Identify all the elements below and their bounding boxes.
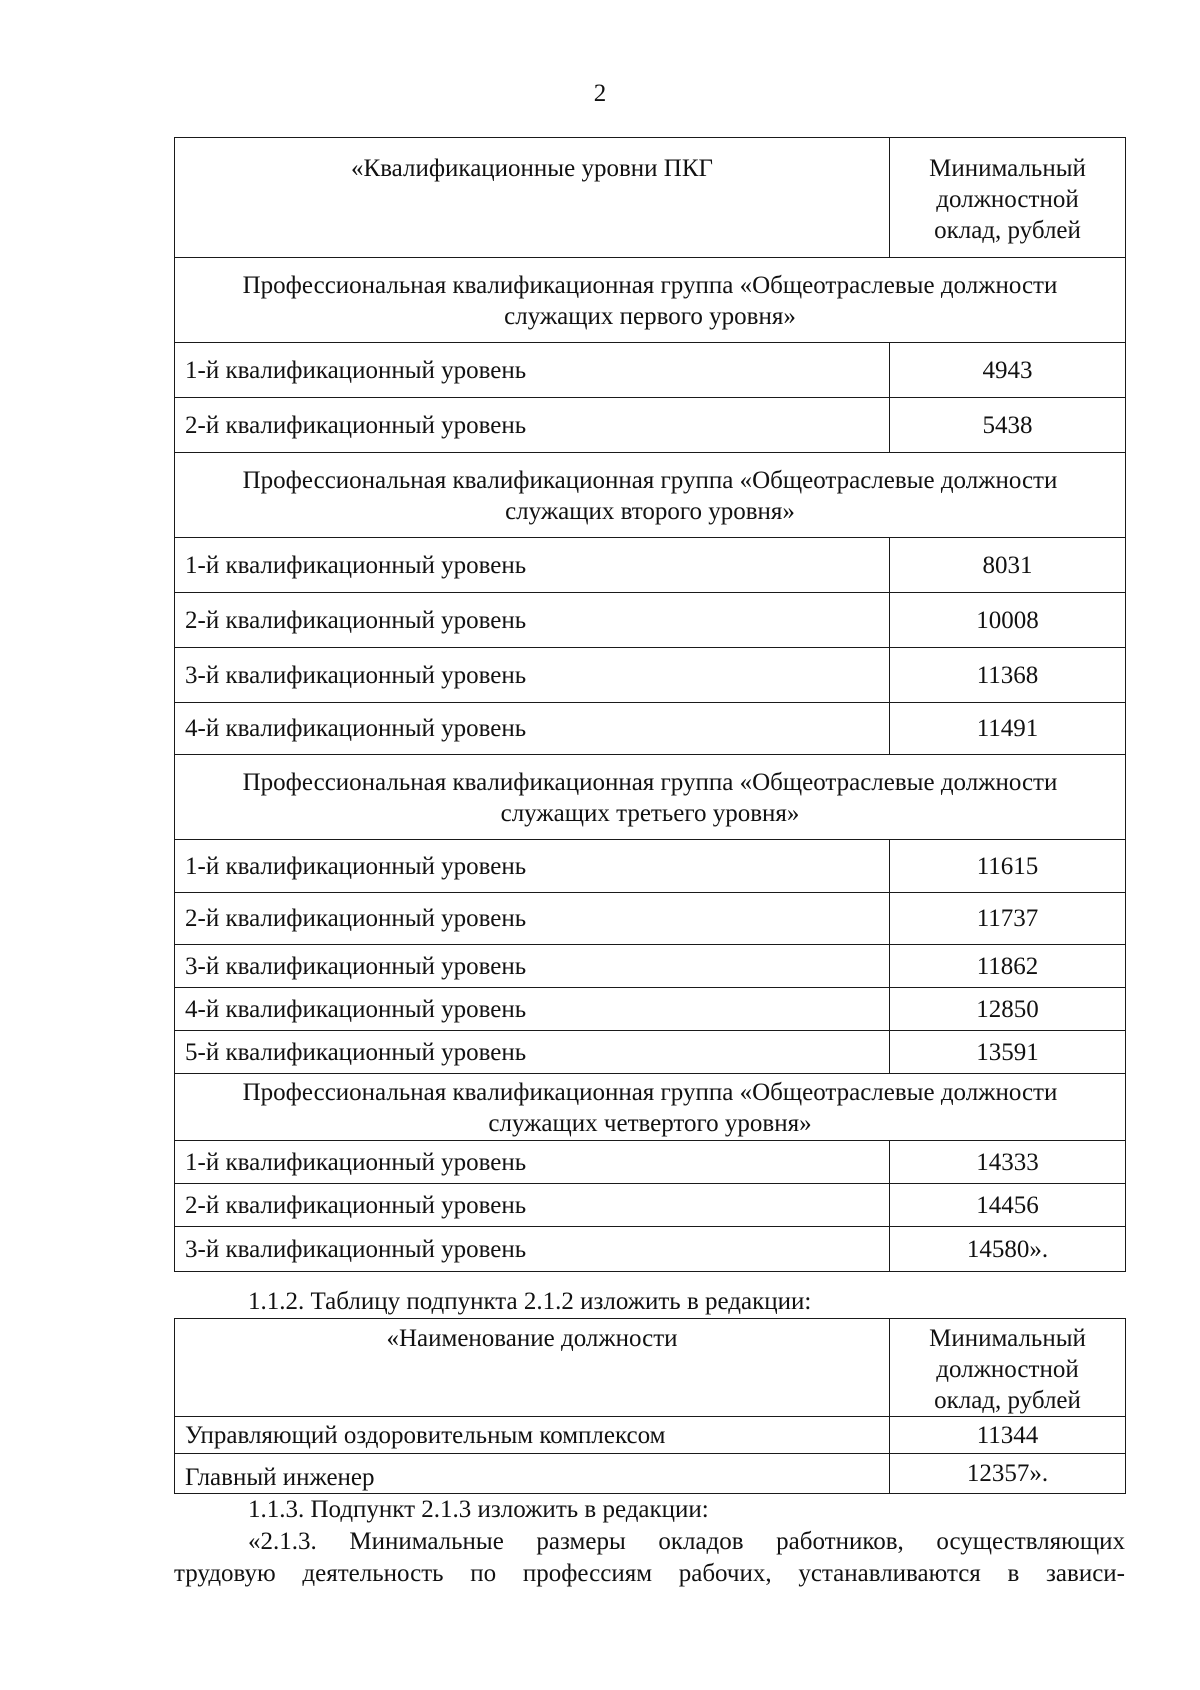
salary-cell: 4943 (890, 343, 1126, 398)
level-cell: 3-й квалификационный уровень (175, 945, 890, 988)
group-title-row (175, 258, 1126, 343)
table-row (175, 988, 1126, 1031)
salary-cell: 13591 (890, 1031, 1126, 1074)
header-position-name: «Наименование должности (175, 1319, 890, 1417)
table-row (175, 538, 1126, 593)
paragraph-1-1-2: 1.1.2. Таблицу подпункта 2.1.2 изложить в редакции: (248, 1288, 812, 1315)
salary-cell: 11368 (890, 648, 1126, 703)
group-title-row (175, 1074, 1126, 1141)
table-row (175, 945, 1126, 988)
header-qualification-levels: «Квалификационные уровни ПКГ (175, 138, 890, 258)
table-row (175, 343, 1126, 398)
salary-cell: 11737 (890, 893, 1126, 945)
level-cell: 5-й квалификационный уровень (175, 1031, 890, 1074)
paragraph-2-1-3-line1: «2.1.3. Минимальные размеры окладов работников, осуществляющих (248, 1528, 1125, 1555)
table-row (175, 1141, 1126, 1184)
salary-cell: 14580». (890, 1227, 1126, 1272)
group-title-row (175, 453, 1126, 538)
salary-cell: 11491 (890, 703, 1126, 755)
position-cell: Главный инженер (175, 1454, 890, 1494)
level-cell: 1-й квалификационный уровень (175, 840, 890, 893)
level-cell: 2-й квалификационный уровень (175, 893, 890, 945)
table-row (175, 893, 1126, 945)
salary-table-pkg (174, 137, 1126, 1272)
table-row (175, 648, 1126, 703)
salary-cell: 10008 (890, 593, 1126, 648)
level-cell: 4-й квалификационный уровень (175, 988, 890, 1031)
level-cell: 3-й квалификационный уровень (175, 1227, 890, 1272)
salary-cell: 14333 (890, 1141, 1126, 1184)
table-row (175, 1227, 1126, 1272)
table-row (175, 703, 1126, 755)
header-min-salary: Минимальный должностной оклад, рублей (890, 138, 1126, 258)
table-row (175, 1031, 1126, 1074)
group-title: Профессиональная квалификационная группа «Общеотраслевые должности служащих третьего уровня» (175, 755, 1126, 840)
level-cell: 1-й квалификационный уровень (175, 538, 890, 593)
group-title: Профессиональная квалификационная группа «Общеотраслевые должности служащих первого уровня» (175, 258, 1126, 343)
group-title: Профессиональная квалификационная группа «Общеотраслевые должности служащих второго уровня» (175, 453, 1126, 538)
level-cell: 2-й квалификационный уровень (175, 593, 890, 648)
salary-cell: 14456 (890, 1184, 1126, 1227)
level-cell: 2-й квалификационный уровень (175, 1184, 890, 1227)
table-header-row (175, 1319, 1126, 1417)
level-cell: 1-й квалификационный уровень (175, 343, 890, 398)
salary-cell: 12357». (890, 1454, 1126, 1494)
group-title: Профессиональная квалификационная группа «Общеотраслевые должности служащих четвертого уровня» (175, 1074, 1126, 1141)
table-header-row (175, 138, 1126, 258)
table-row (175, 1417, 1126, 1454)
level-cell: 1-й квалификационный уровень (175, 1141, 890, 1184)
position-cell: Управляющий оздоровительным комплексом (175, 1417, 890, 1454)
salary-cell: 8031 (890, 538, 1126, 593)
salary-cell: 11862 (890, 945, 1126, 988)
salary-cell: 11344 (890, 1417, 1126, 1454)
salary-cell: 12850 (890, 988, 1126, 1031)
table-row (175, 840, 1126, 893)
table-row (175, 593, 1126, 648)
group-title-row (175, 755, 1126, 840)
level-cell: 2-й квалификационный уровень (175, 398, 890, 453)
salary-cell: 5438 (890, 398, 1126, 453)
salary-table-positions (174, 1318, 1126, 1494)
level-cell: 4-й квалификационный уровень (175, 703, 890, 755)
header-min-salary: Минимальный должностной оклад, рублей (890, 1319, 1126, 1417)
table-row (175, 398, 1126, 453)
table-row (175, 1184, 1126, 1227)
salary-cell: 11615 (890, 840, 1126, 893)
table-row (175, 1454, 1126, 1494)
page-number: 2 (593, 80, 607, 107)
paragraph-1-1-3: 1.1.3. Подпункт 2.1.3 изложить в редакции: (248, 1496, 709, 1523)
level-cell: 3-й квалификационный уровень (175, 648, 890, 703)
paragraph-2-1-3-line2: трудовую деятельность по профессиям рабочих, устанавливаются в зависи- (174, 1560, 1125, 1587)
